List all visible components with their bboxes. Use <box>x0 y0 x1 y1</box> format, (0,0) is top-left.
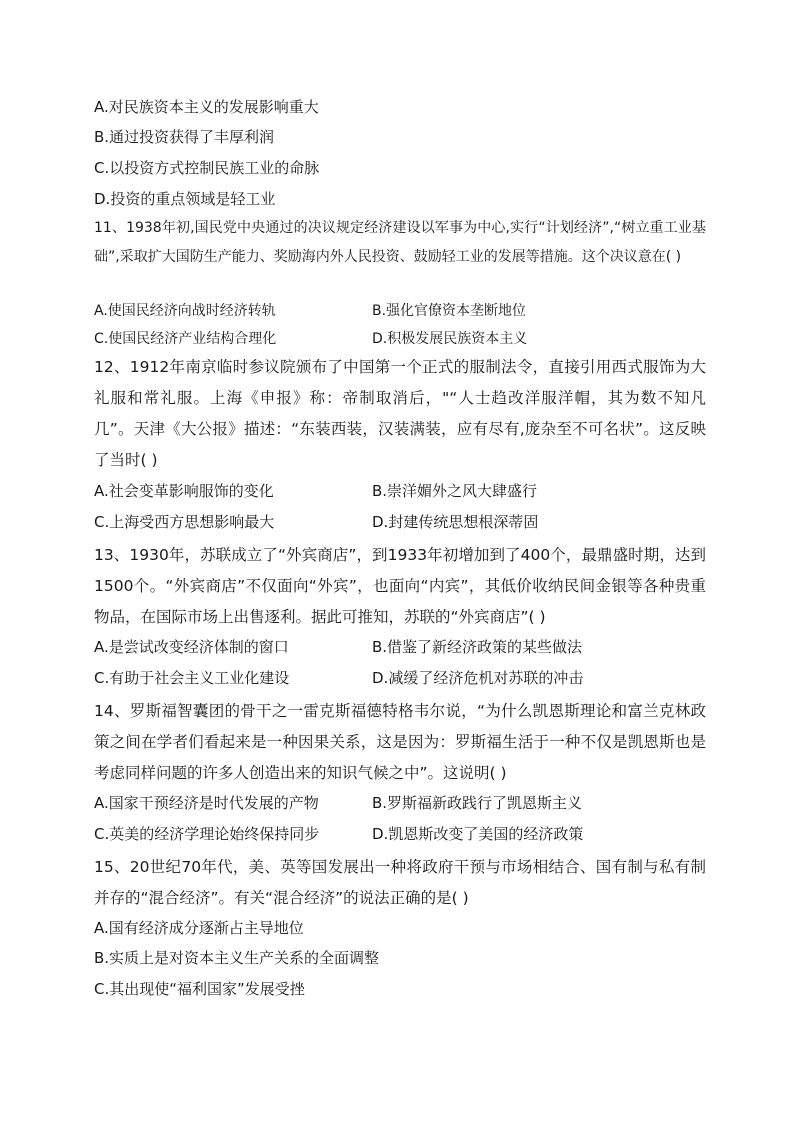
q14-option-d: D.凯恩斯改变了美国的经济政策 <box>372 825 584 843</box>
q15-option-b: B.实质上是对资本主义生产关系的全面调整 <box>94 949 380 967</box>
q13-options-row-2 <box>94 667 714 689</box>
q12-option-d: D.封建传统思想根深蒂固 <box>372 513 539 531</box>
q15-option-a: A.国有经济成分逐渐占主导地位 <box>94 919 304 937</box>
q12-stem: 12、1912年南京临时参议院颁布了中国第一个正式的服制法令，直接引用西式服饰为大礼服和常礼服。上海《申报》称：帝制取消后，"“人士趋改洋服洋帽，其为数不知凡几”。天津《大公报》描述：“东装西装，汉装满装，应有尽有,庞杂至不可名状”。这反映了当时( ) <box>94 358 706 469</box>
q13-stem: 13、1930年，苏联成立了“外宾商店”，到1933年初增加到了400个，最鼎盛时期，达到1500个。“外宾商店”不仅面向“外宾”，也面向“内宾”，其低价收纳民间金银等各种贵重物品，在国际市场上出售逐利。据此可推知，苏联的“外宾商店”( ) <box>94 546 706 626</box>
q12-options-row-2 <box>94 511 714 533</box>
q12-option-a: A.社会变革影响服饰的变化 <box>94 482 274 500</box>
q10-option-d: D.投资的重点领域是轻工业 <box>94 190 276 208</box>
q13-options-row-1 <box>94 636 714 658</box>
q13-option-b: B.借鉴了新经济政策的某些做法 <box>372 638 583 656</box>
q11-stem: 11、1938年初,国民党中央通过的决议规定经济建设以军事为中心,实行“计划经济”,“树立重工业基础”,采取扩大国防生产能力、奖励海内外人民投资、鼓励轻工业的发展等措施。这个决议意在( ) <box>94 220 706 265</box>
q14-option-c: C.英美的经济学理论始终保持同步 <box>94 825 320 843</box>
q14-options-row-2 <box>94 823 714 845</box>
q11-option-d: D.积极发展民族资本主义 <box>372 331 528 347</box>
q10-option-a: A.对民族资本主义的发展影响重大 <box>94 98 319 116</box>
q10-option-b: B.通过投资获得了丰厚利润 <box>94 128 275 146</box>
q14-stem: 14、罗斯福智囊团的骨干之一雷克斯福德特格韦尔说，“为什么凯恩斯理论和富兰克林政策之间在学者们看起来是一种因果关系，这是因为：罗斯福生活于一种不仅是凯恩斯也是考虑同样问题的许多人创造出来的知识气候之中”。这说明( ) <box>94 702 706 782</box>
q11-options-row-2 <box>94 328 714 350</box>
q15-option-c: C.其出现使“福利国家”发展受挫 <box>94 980 305 998</box>
q12-option-b: B.崇洋媚外之风大肆盛行 <box>372 482 538 500</box>
q15-stem: 15、20世纪70年代，美、英等国发展出一种将政府干预与市场相结合、国有制与私有制并存的“混合经济”。有关“混合经济”的说法正确的是( ) <box>94 858 706 907</box>
q11-option-a: A.使国民经济向战时经济转轨 <box>94 303 276 319</box>
q12-option-c: C.上海受西方思想影响最大 <box>94 513 275 531</box>
q14-option-a: A.国家干预经济是时代发展的产物 <box>94 794 319 812</box>
q11-option-c: C.使国民经济产业结构合理化 <box>94 331 277 347</box>
q14-options-row-1 <box>94 792 714 814</box>
q11-option-b: B.强化官僚资本垄断地位 <box>372 303 527 319</box>
q10-option-c: C.以投资方式控制民族工业的命脉 <box>94 159 320 177</box>
q13-option-d: D.减缓了经济危机对苏联的冲击 <box>372 669 584 687</box>
q13-option-a: A.是尝试改变经济体制的窗口 <box>94 638 289 656</box>
q11-options-row-1 <box>94 300 714 322</box>
q12-options-row-1 <box>94 480 714 502</box>
q13-option-c: C.有助于社会主义工业化建设 <box>94 669 290 687</box>
q14-option-b: B.罗斯福新政践行了凯恩斯主义 <box>372 794 583 812</box>
